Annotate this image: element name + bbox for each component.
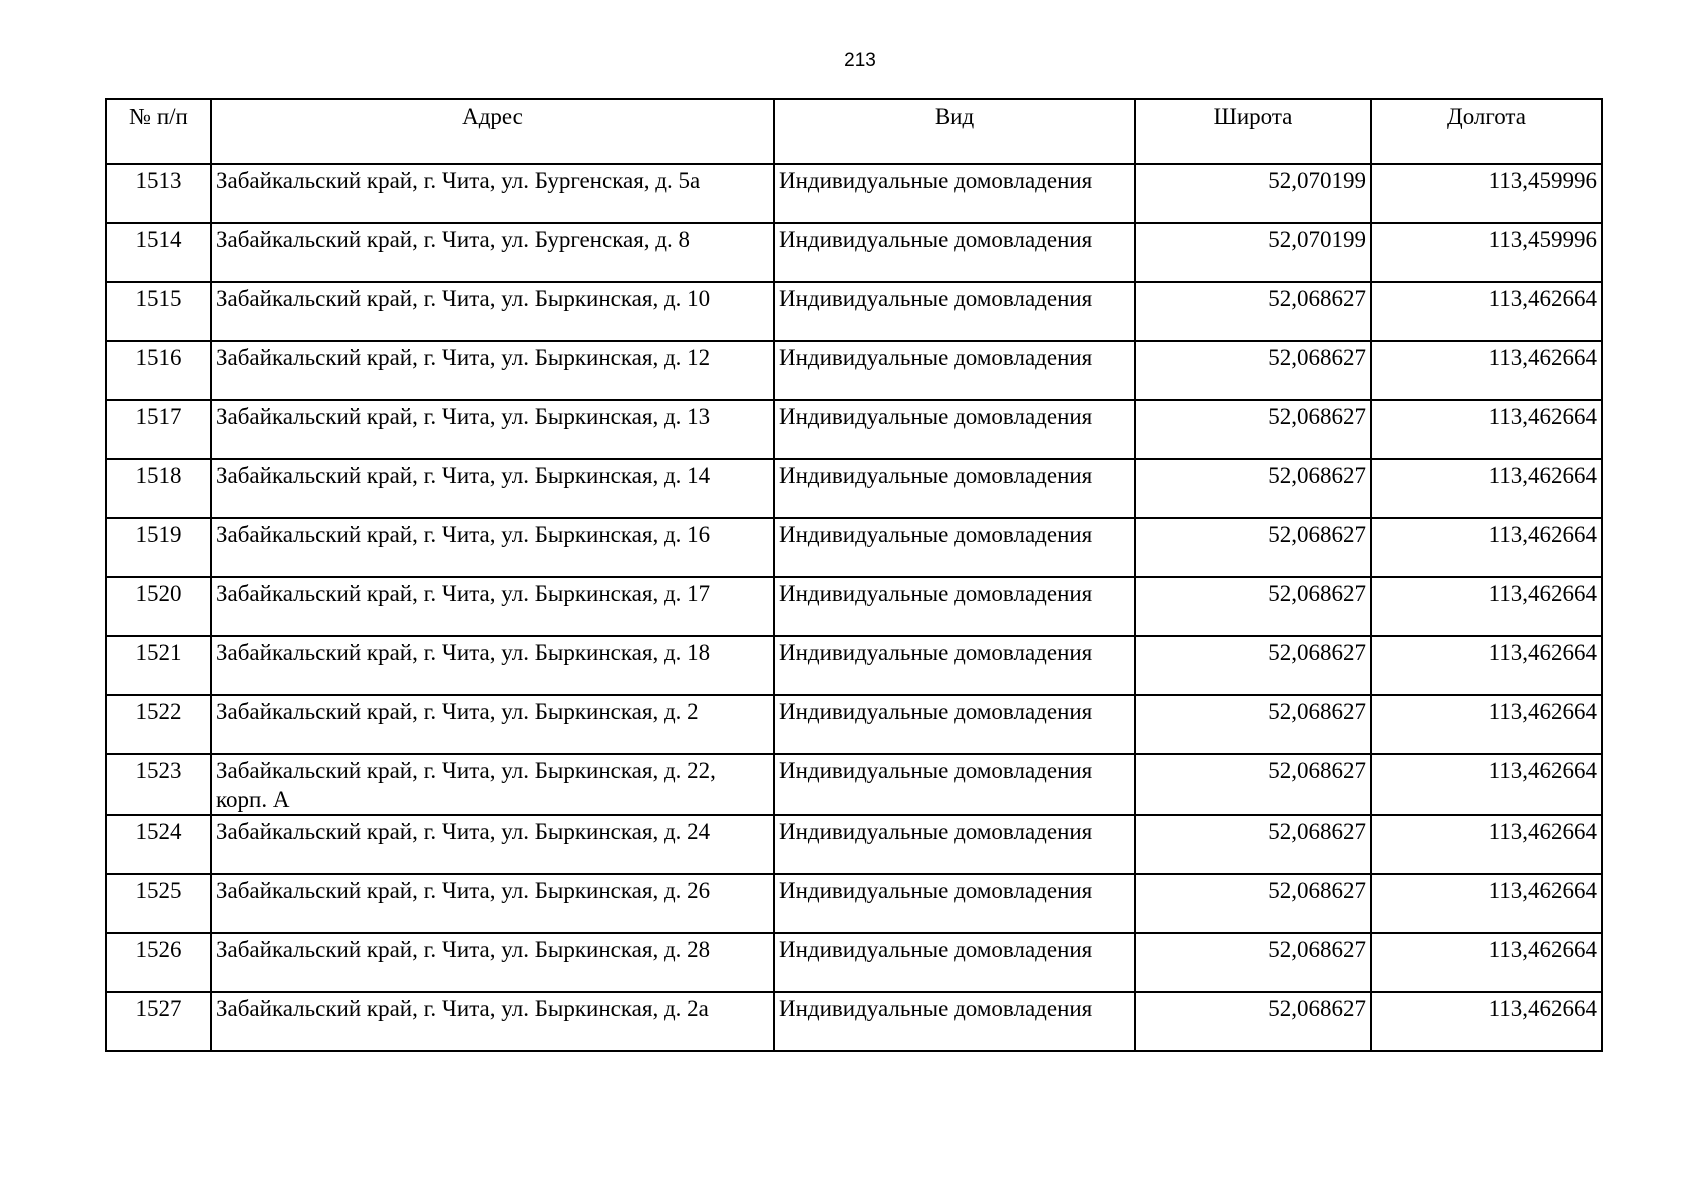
- cell-longitude: 113,459996: [1371, 164, 1602, 223]
- cell-longitude: 113,462664: [1371, 636, 1602, 695]
- cell-latitude: 52,068627: [1135, 282, 1371, 341]
- cell-latitude: 52,068627: [1135, 577, 1371, 636]
- cell-num: 1526: [106, 933, 211, 992]
- cell-kind: Индивидуальные домовладения: [774, 874, 1135, 933]
- cell-kind: Индивидуальные домовладения: [774, 223, 1135, 282]
- address-table: [105, 98, 1603, 1052]
- cell-longitude: 113,462664: [1371, 282, 1602, 341]
- cell-kind: Индивидуальные домовладения: [774, 754, 1135, 815]
- table-row: [106, 636, 1602, 695]
- cell-latitude: 52,068627: [1135, 992, 1371, 1051]
- cell-num: 1523: [106, 754, 211, 815]
- cell-kind: Индивидуальные домовладения: [774, 459, 1135, 518]
- cell-address: Забайкальский край, г. Чита, ул. Быркинская, д. 28: [211, 933, 774, 992]
- cell-address: Забайкальский край, г. Чита, ул. Быркинская, д. 2а: [211, 992, 774, 1051]
- table-row: [106, 282, 1602, 341]
- cell-kind: Индивидуальные домовладения: [774, 992, 1135, 1051]
- cell-kind: Индивидуальные домовладения: [774, 400, 1135, 459]
- cell-address: Забайкальский край, г. Чита, ул. Быркинская, д. 17: [211, 577, 774, 636]
- cell-latitude: 52,070199: [1135, 223, 1371, 282]
- table-row: [106, 815, 1602, 874]
- table-row: [106, 695, 1602, 754]
- table-row: [106, 992, 1602, 1051]
- cell-longitude: 113,462664: [1371, 754, 1602, 815]
- cell-kind: Индивидуальные домовладения: [774, 815, 1135, 874]
- cell-num: 1527: [106, 992, 211, 1051]
- header-num: № п/п: [106, 99, 211, 164]
- table-header-row: [106, 99, 1602, 164]
- table-row: [106, 223, 1602, 282]
- cell-longitude: 113,462664: [1371, 933, 1602, 992]
- cell-kind: Индивидуальные домовладения: [774, 341, 1135, 400]
- cell-longitude: 113,462664: [1371, 459, 1602, 518]
- table-row: [106, 933, 1602, 992]
- cell-num: 1514: [106, 223, 211, 282]
- cell-num: 1522: [106, 695, 211, 754]
- cell-address: Забайкальский край, г. Чита, ул. Быркинская, д. 12: [211, 341, 774, 400]
- cell-longitude: 113,462664: [1371, 400, 1602, 459]
- cell-num: 1525: [106, 874, 211, 933]
- cell-longitude: 113,462664: [1371, 518, 1602, 577]
- cell-kind: Индивидуальные домовладения: [774, 282, 1135, 341]
- header-longitude: Долгота: [1371, 99, 1602, 164]
- cell-latitude: 52,068627: [1135, 754, 1371, 815]
- page-number: 213: [844, 50, 876, 71]
- cell-latitude: 52,068627: [1135, 459, 1371, 518]
- cell-address: Забайкальский край, г. Чита, ул. Быркинская, д. 2: [211, 695, 774, 754]
- table-row: [106, 459, 1602, 518]
- cell-longitude: 113,459996: [1371, 223, 1602, 282]
- cell-address: Забайкальский край, г. Чита, ул. Бургенская, д. 5а: [211, 164, 774, 223]
- cell-address: Забайкальский край, г. Чита, ул. Быркинская, д. 26: [211, 874, 774, 933]
- cell-num: 1520: [106, 577, 211, 636]
- cell-longitude: 113,462664: [1371, 874, 1602, 933]
- cell-latitude: 52,068627: [1135, 518, 1371, 577]
- header-kind: Вид: [774, 99, 1135, 164]
- cell-longitude: 113,462664: [1371, 695, 1602, 754]
- table-row: [106, 577, 1602, 636]
- cell-latitude: 52,068627: [1135, 400, 1371, 459]
- table-row: [106, 518, 1602, 577]
- cell-num: 1521: [106, 636, 211, 695]
- cell-address: Забайкальский край, г. Чита, ул. Быркинская, д. 22, корп. А: [211, 754, 774, 815]
- cell-address: Забайкальский край, г. Чита, ул. Быркинская, д. 18: [211, 636, 774, 695]
- cell-kind: Индивидуальные домовладения: [774, 164, 1135, 223]
- cell-latitude: 52,070199: [1135, 164, 1371, 223]
- header-address: Адрес: [211, 99, 774, 164]
- cell-num: 1524: [106, 815, 211, 874]
- cell-address: Забайкальский край, г. Чита, ул. Быркинская, д. 13: [211, 400, 774, 459]
- cell-kind: Индивидуальные домовладения: [774, 636, 1135, 695]
- cell-address: Забайкальский край, г. Чита, ул. Быркинская, д. 16: [211, 518, 774, 577]
- header-latitude: Широта: [1135, 99, 1371, 164]
- cell-num: 1518: [106, 459, 211, 518]
- cell-latitude: 52,068627: [1135, 341, 1371, 400]
- cell-address: Забайкальский край, г. Чита, ул. Бургенская, д. 8: [211, 223, 774, 282]
- cell-num: 1513: [106, 164, 211, 223]
- cell-address: Забайкальский край, г. Чита, ул. Быркинская, д. 24: [211, 815, 774, 874]
- cell-kind: Индивидуальные домовладения: [774, 577, 1135, 636]
- cell-num: 1515: [106, 282, 211, 341]
- table-row: [106, 164, 1602, 223]
- cell-num: 1516: [106, 341, 211, 400]
- cell-num: 1517: [106, 400, 211, 459]
- table-row: [106, 874, 1602, 933]
- cell-address: Забайкальский край, г. Чита, ул. Быркинская, д. 10: [211, 282, 774, 341]
- cell-num: 1519: [106, 518, 211, 577]
- cell-latitude: 52,068627: [1135, 933, 1371, 992]
- cell-longitude: 113,462664: [1371, 341, 1602, 400]
- cell-latitude: 52,068627: [1135, 815, 1371, 874]
- table-row: [106, 400, 1602, 459]
- cell-kind: Индивидуальные домовладения: [774, 695, 1135, 754]
- cell-latitude: 52,068627: [1135, 695, 1371, 754]
- cell-kind: Индивидуальные домовладения: [774, 933, 1135, 992]
- cell-latitude: 52,068627: [1135, 874, 1371, 933]
- cell-longitude: 113,462664: [1371, 815, 1602, 874]
- cell-kind: Индивидуальные домовладения: [774, 518, 1135, 577]
- table-row: [106, 341, 1602, 400]
- cell-longitude: 113,462664: [1371, 992, 1602, 1051]
- cell-longitude: 113,462664: [1371, 577, 1602, 636]
- cell-latitude: 52,068627: [1135, 636, 1371, 695]
- table-row: [106, 754, 1602, 815]
- cell-address: Забайкальский край, г. Чита, ул. Быркинская, д. 14: [211, 459, 774, 518]
